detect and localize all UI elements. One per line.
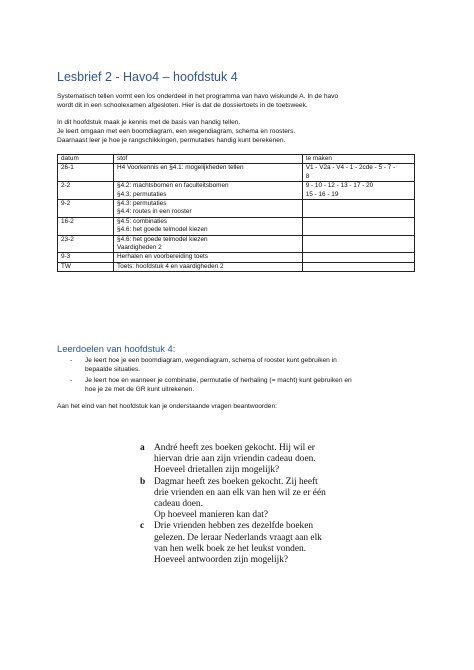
column-header-te-maken: te maken xyxy=(302,155,414,164)
bullet-dash: - xyxy=(70,376,73,384)
question-letter: b xyxy=(140,476,146,487)
stof-line: §4.4: routes in een rooster xyxy=(117,208,192,216)
table-row xyxy=(58,253,415,262)
cell-te-maken xyxy=(302,253,414,262)
cell-stof xyxy=(114,262,303,271)
questions-block xyxy=(140,443,350,566)
stof-line: Toets: hoofdstuk 4 en vaardigheden 2 xyxy=(117,262,224,270)
te-maken-line: 9 - 10 - 12 - 13 - 17 - 20 xyxy=(305,182,374,190)
question-letter: c xyxy=(140,521,145,532)
cell-stof xyxy=(114,253,303,262)
goal-line: Je leert hoe je een boomdiagram, wegendiagram, schema of rooster kunt gebruiken in xyxy=(85,357,337,364)
table-row xyxy=(58,235,415,253)
cell-stof xyxy=(114,164,303,182)
cell-datum: 9-3 xyxy=(58,253,114,262)
te-maken-line: V1 - V2a - V4 - 1 - 2cde - 5 - 7 - xyxy=(305,164,396,172)
intro-line: Systematisch tellen vormt een los onderdeel in het programma van havo wiskunde A. In de havo xyxy=(57,93,339,100)
question-line: cadeau doen. xyxy=(154,499,203,510)
question-line: Dagmar heeft zes boeken gekocht. Zij heeft xyxy=(154,476,318,487)
stof-line: §4.2: machtsbomen en faculteitsbomen xyxy=(117,182,229,190)
column-header-stof: stof xyxy=(114,155,303,164)
question-letter: a xyxy=(140,443,145,453)
te-maken-line: 15 - 16 - 19 xyxy=(305,190,339,198)
stof-line: §4.6: het goede telmodel kiezen xyxy=(117,235,208,243)
question-line: André heeft zes boeken gekocht. Hij wil er xyxy=(154,443,315,453)
table-row xyxy=(58,182,415,200)
goal-line: Je leert hoe en wanneer je combinatie, permutatie of herhaling (= macht) kunt gebruiken en xyxy=(85,376,352,384)
cell-datum: 16-2 xyxy=(58,217,114,235)
bullet-dash: - xyxy=(70,357,73,364)
schedule-table xyxy=(57,154,415,272)
stof-line: H4 Voorkennis en §4.1: mogelijkheden tellen xyxy=(117,164,244,172)
question-line: Drie vrienden hebben zes dezelfde boeken xyxy=(154,521,314,532)
te-maken-line: 8 xyxy=(305,172,310,180)
goal-line: bepaalde situaties. xyxy=(85,366,140,374)
questions-intro: Aan het eind van het hoofdstuk kan je onderstaande vragen beantwoorden: xyxy=(57,403,277,410)
cell-stof xyxy=(114,235,303,253)
question-b xyxy=(140,477,350,522)
cell-stof xyxy=(114,182,303,200)
cell-te-maken xyxy=(302,182,414,200)
stof-line: Herhalen en voorbereiding toets xyxy=(117,253,208,261)
question-line: Hoeveel drietallen zijn mogelijk? xyxy=(154,465,280,476)
cell-datum: 2-2 xyxy=(58,182,114,200)
cell-datum: 9-2 xyxy=(58,200,114,218)
goal-line: hoe je ze met de GR kunt uitrekenen. xyxy=(85,386,195,394)
table-row xyxy=(58,200,415,218)
page-title: Lesbrief 2 - Havo4 – hoofdstuk 4 xyxy=(57,70,238,84)
cell-te-maken xyxy=(302,235,414,253)
stof-line: §4.6: het goede telmodel kiezen xyxy=(117,226,208,234)
question-line: hiervan drie aan zijn vriendin cadeau doen. xyxy=(154,454,316,465)
chapter-line: Je leert omgaan met een boomdiagram, een wegendiagram, schema en roosters. xyxy=(57,128,296,136)
intro-line: wordt dit in een schoolexamen afgesloten. Hier is dat de dossiertoets in de toetsweek. xyxy=(57,102,308,110)
cell-te-maken xyxy=(302,200,414,218)
cell-datum: 26-1 xyxy=(58,164,114,182)
chapter-line: In dit hoofdstuk maak je kennis met de basis van handig tellen. xyxy=(57,119,241,126)
table-row xyxy=(58,262,415,271)
stof-line: §4.3: permutaties xyxy=(117,200,167,208)
chapter-line: Daarnaast leer je hoe je rangschikkingen, permutaties handig kunt berekenen. xyxy=(57,137,286,145)
question-line: Op hoeveel manieren kan dat? xyxy=(154,510,269,521)
cell-te-maken xyxy=(302,164,414,182)
cell-stof xyxy=(114,200,303,218)
stof-line: Vaardigheden 2 xyxy=(117,244,162,252)
question-c xyxy=(140,521,350,566)
question-line: van hen welk boek ze het leukst vonden. xyxy=(154,543,307,554)
cell-datum: TW xyxy=(58,262,114,271)
cell-te-maken xyxy=(302,262,414,271)
table-header-row xyxy=(58,155,415,164)
goals-heading: Leerdoelen van hoofdstuk 4: xyxy=(57,343,176,354)
question-line: Hoeveel antwoorden zijn mogelijk? xyxy=(154,555,289,566)
goals-list xyxy=(57,356,427,396)
cell-stof xyxy=(114,217,303,235)
list-item xyxy=(57,376,427,395)
chapter-paragraph xyxy=(57,118,427,146)
stof-line: §4.3: permutaties xyxy=(117,190,167,198)
cell-datum: 23-2 xyxy=(58,235,114,253)
stof-line: §4.5: combinaties xyxy=(117,217,168,225)
question-a xyxy=(140,443,350,477)
table-row xyxy=(58,217,415,235)
intro-paragraph xyxy=(57,92,427,110)
question-line: drie vrienden en aan elk van hen wil ze er één xyxy=(154,487,326,498)
column-header-datum: datum xyxy=(58,155,114,164)
list-item xyxy=(57,356,427,375)
cell-te-maken xyxy=(302,217,414,235)
table-row xyxy=(58,164,415,182)
question-line: gelezen. De leraar Nederlands vraagt aan elk xyxy=(154,532,322,543)
